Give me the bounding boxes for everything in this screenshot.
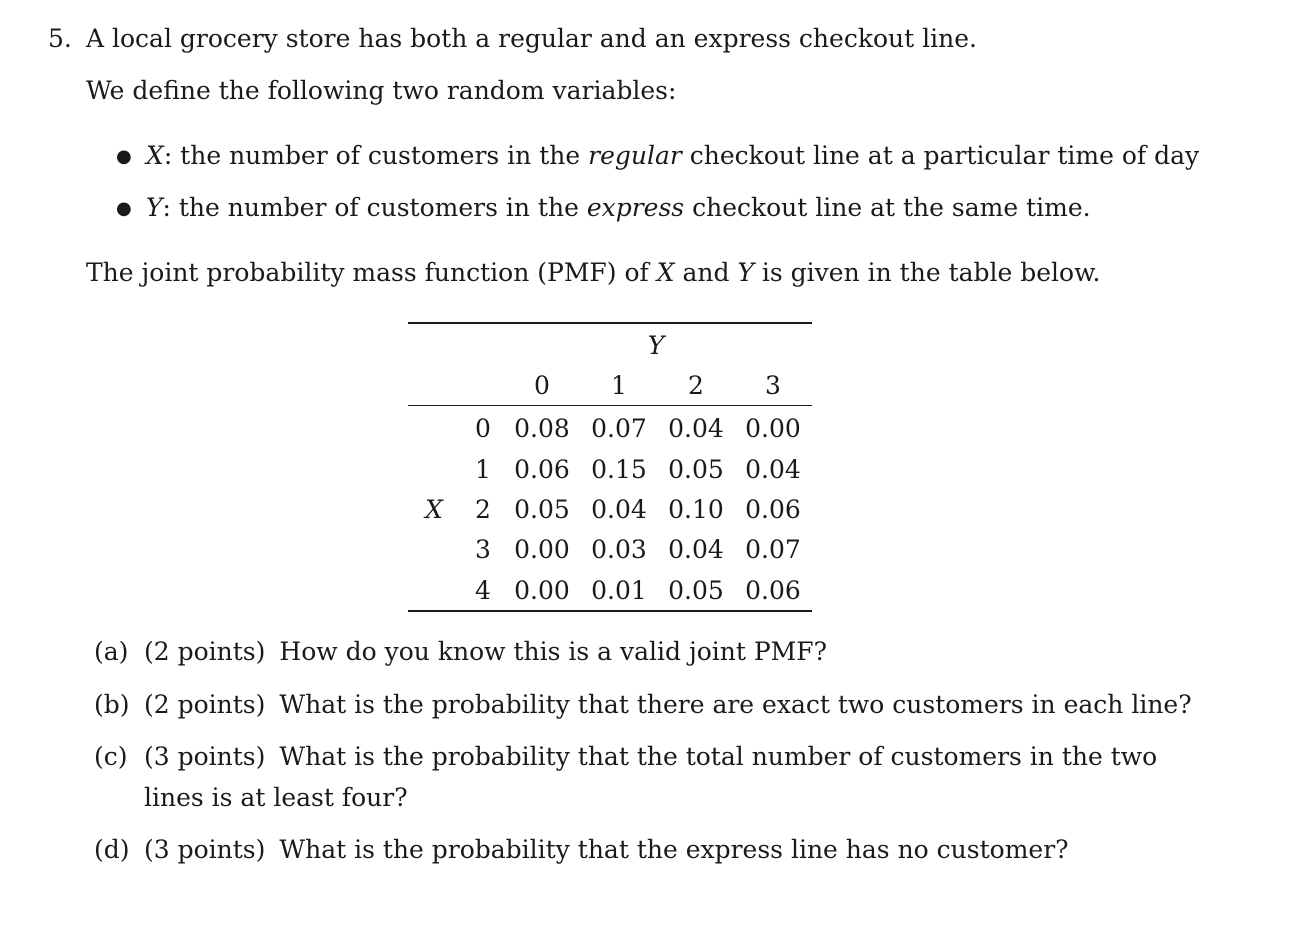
var-x: X — [656, 258, 675, 287]
question-points: (2 points) — [144, 690, 266, 719]
var-y: Y — [737, 258, 754, 287]
bullet-icon: ● — [116, 198, 132, 219]
table-cell: 0.06 — [514, 455, 570, 484]
table-cell: 0.05 — [514, 495, 570, 524]
question-text — [144, 744, 1157, 769]
bullet-x-post: checkout line at a particular time of day — [681, 141, 1200, 170]
table-cell: 0.04 — [668, 535, 724, 564]
bullet-x-pre: : the number of customers in the — [163, 141, 589, 170]
pmf-sentence-part: and — [674, 258, 738, 287]
pmf-sentence — [86, 260, 1101, 285]
column-variable-label: Y — [647, 331, 665, 360]
bullet-y-post: checkout line at the same time. — [684, 193, 1091, 222]
question-label: (d) — [94, 835, 130, 864]
question-body-continued: lines is at least four? — [144, 783, 408, 812]
table-cell: 0.15 — [591, 455, 647, 484]
bullet-x — [146, 143, 1199, 168]
question-body: What is the probability that the express line has no customer? — [279, 835, 1069, 864]
table-bottom-rule — [408, 610, 812, 612]
bullet-y-emph: express — [586, 193, 685, 222]
table-cell: 0.07 — [745, 535, 801, 564]
row-variable-label: X — [425, 495, 443, 524]
column-header: 2 — [688, 371, 704, 400]
table-cell: 0.04 — [668, 414, 724, 443]
problem-intro: A local grocery store has both a regular and an express checkout line. — [86, 24, 977, 53]
bullet-y — [146, 195, 1091, 220]
table-mid-rule — [408, 405, 812, 406]
table-cell: 0.00 — [745, 414, 801, 443]
table-cell: 0.07 — [591, 414, 647, 443]
table-cell: 0.03 — [591, 535, 647, 564]
problem-define: We define the following two random variables: — [86, 76, 677, 105]
question-label: (b) — [94, 690, 130, 719]
row-header: 4 — [475, 576, 491, 605]
row-header: 2 — [475, 495, 491, 524]
question-text — [144, 837, 1069, 862]
bullet-x-emph: regular — [588, 141, 682, 170]
pmf-sentence-part: is given in the table below. — [753, 258, 1101, 287]
problem-number: 5. — [48, 24, 72, 53]
table-cell: 0.05 — [668, 455, 724, 484]
table-cell: 0.01 — [591, 576, 647, 605]
question-body: What is the probability that the total number of customers in the two — [279, 742, 1158, 771]
var-x: X — [146, 141, 164, 170]
table-cell: 0.04 — [745, 455, 801, 484]
question-points: (2 points) — [144, 637, 266, 666]
table-cell: 0.04 — [591, 495, 647, 524]
bullet-icon: ● — [116, 146, 132, 167]
table-cell: 0.05 — [668, 576, 724, 605]
pmf-sentence-part: The joint probability mass function (PMF) of — [86, 258, 657, 287]
bullet-y-pre: : the number of customers in the — [162, 193, 587, 222]
question-points: (3 points) — [144, 835, 266, 864]
table-cell: 0.00 — [514, 576, 570, 605]
question-label: (c) — [94, 742, 128, 771]
column-header: 0 — [534, 371, 550, 400]
table-cell: 0.00 — [514, 535, 570, 564]
question-text — [144, 639, 827, 664]
table-cell: 0.06 — [745, 495, 801, 524]
table-cell: 0.06 — [745, 576, 801, 605]
table-cell: 0.08 — [514, 414, 570, 443]
var-y: Y — [146, 193, 163, 222]
column-header: 3 — [765, 371, 781, 400]
question-body: What is the probability that there are exact two customers in each line? — [279, 690, 1192, 719]
table-top-rule — [408, 322, 812, 324]
question-points: (3 points) — [144, 742, 266, 771]
question-text — [144, 692, 1192, 717]
row-header: 0 — [475, 414, 491, 443]
question-body: How do you know this is a valid joint PMF? — [279, 637, 828, 666]
row-header: 3 — [475, 535, 491, 564]
column-header: 1 — [611, 371, 627, 400]
row-header: 1 — [475, 455, 491, 484]
table-cell: 0.10 — [668, 495, 724, 524]
question-label: (a) — [94, 637, 129, 666]
